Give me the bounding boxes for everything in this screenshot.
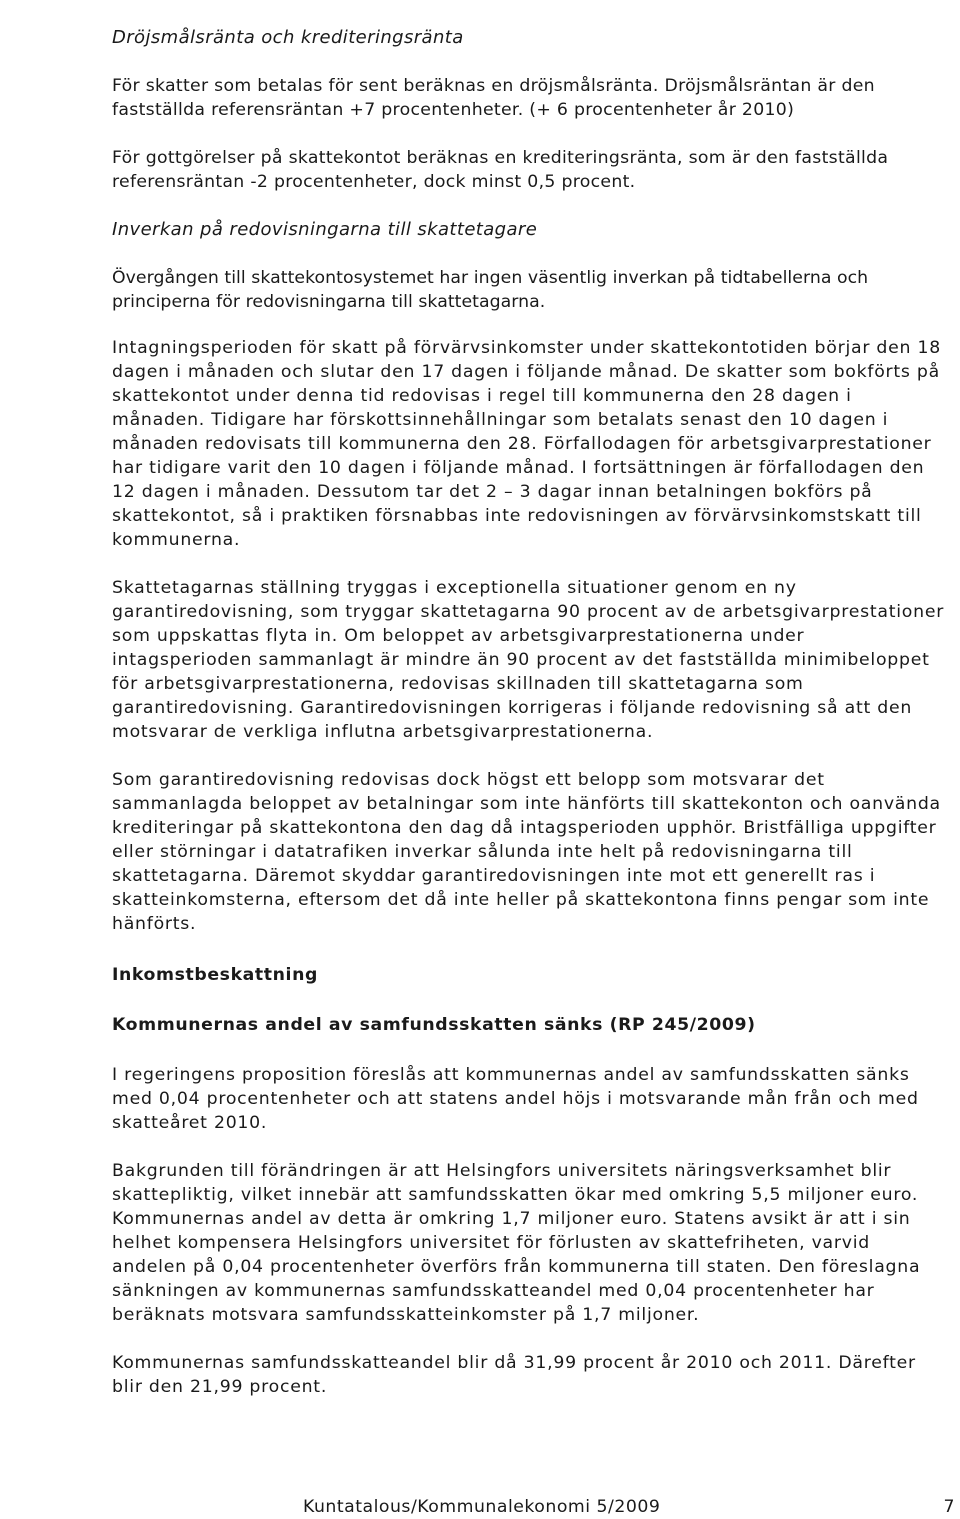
paragraph-skattetagarnas-stallning: Skattetagarnas ställning tryggas i exceptionella situationer genom en ny garantiredovisning, som tryggar skattetagarna 90 procent av de arbetsgivarprestationer som uppskattas flyta in. Om beloppet av arbetsgivarprestationerna under intagsperioden sammanlagt är mindre än 90 procent av det fastställda minimibeloppet för arbetsgivarprestationerna, redovisas skillnaden till skattetagarna som garantiredovisning. Garantiredovisningen korrigeras i följande redovisning så att den motsvarar de verkliga influtna arbetsgivarprestationerna.	[112, 578, 945, 742]
heading-drojsmalsranta: Dröjsmålsränta och krediteringsränta	[112, 27, 464, 48]
heading-inkomstbeskattning: Inkomstbeskattning	[112, 965, 318, 985]
heading-inverkan: Inverkan på redovisningarna till skattetagare	[112, 219, 538, 240]
document-page	[112, 26, 950, 1399]
paragraph-bakgrunden: Bakgrunden till förändringen är att Helsingfors universitets näringsverksamhet blir skattepliktig, vilket innebär att samfundsskatten ökar med omkring 5,5 miljoner euro. Kommunernas andel av detta är omkring 1,7 miljoner euro. Statens avsikt är att i sin helhet kompensera Helsingfors universitet för förlusten av skattefriheten, varvid andelen på 0,04 procentenheter överförs från kommunerna till staten. Den föreslagna sänkningen av kommunernas samfundsskatteandel med 0,04 procentenheter har beräknats motsvara samfundsskatteinkomster på 1,7 miljoner.	[112, 1161, 921, 1325]
paragraph-samfundsskatteandel: Kommunernas samfundsskatteandel blir då 31,99 procent år 2010 och 2011. Därefter blir den 21,99 procent.	[112, 1353, 916, 1397]
paragraph-garantiredovisning: Som garantiredovisning redovisas dock högst ett belopp som motsvarar det sammanlagda beloppet av betalningar som inte hänförts till skattekonton och oanvända krediteringar på skattekontona den dag då intagsperioden upphör. Bristfälliga uppgifter eller störningar i datatrafiken inverkar sålunda inte helt på redovisningarna till skattetagarna. Däremot skyddar garantiredovisningen inte mot ett generellt ras i skatteinkomsterna, eftersom det då inte heller på skattekontona finns pengar som inte hänförts.	[112, 770, 941, 934]
footer-page-number: 7	[943, 1497, 955, 1517]
paragraph-krediteringsranta: För gottgörelser på skattekontot beräknas en krediteringsränta, som är den fastställda referensräntan -2 procentenheter, dock minst 0,5 procent.	[112, 148, 889, 192]
paragraph-regeringens-proposition: I regeringens proposition föreslås att kommunernas andel av samfundsskatten sänks med 0,04 procentenheter och att statens andel höjs i motsvarande mån från och med skatteåret 2010.	[112, 1065, 919, 1133]
paragraph-drojsmalsranta: För skatter som betalas för sent beräknas en dröjsmålsränta. Dröjsmålsräntan är den fastställda referensräntan +7 procentenheter. (+ 6 procentenheter år 2010)	[112, 76, 875, 120]
paragraph-intagningsperioden: Intagningsperioden för skatt på förvärvsinkomster under skattekontotiden börjar den 18 dagen i månaden och slutar den 17 dagen i följande månad. De skatter som bokförts på skattekontot under denna tid redovisas i regel till kommunerna den 28 dagen i månaden. Tidigare har förskottsinnehållningar som betalats senast den 10 dagen i månaden redovisats till kommunerna den 28. Förfallodagen för arbetsgivarprestationer har tidigare varit den 10 dagen i följande månad. I fortsättningen är förfallodagen den 12 dagen i månaden. Dessutom tar det 2 – 3 dagar innan betalningen bokförs på skattekontot, så i praktiken försnabbas inte redovisningen av förvärvsinkomstskatt till kommunerna.	[112, 338, 941, 550]
footer-publication: Kuntatalous/Kommunalekonomi 5/2009	[303, 1497, 661, 1517]
heading-kommunernas-andel: Kommunernas andel av samfundsskatten sänks (RP 245/2009)	[112, 1015, 756, 1035]
paragraph-overgangen: Övergången till skattekontosystemet har ingen väsentlig inverkan på tidtabellerna och principerna för redovisningarna till skattetagarna.	[112, 268, 869, 312]
